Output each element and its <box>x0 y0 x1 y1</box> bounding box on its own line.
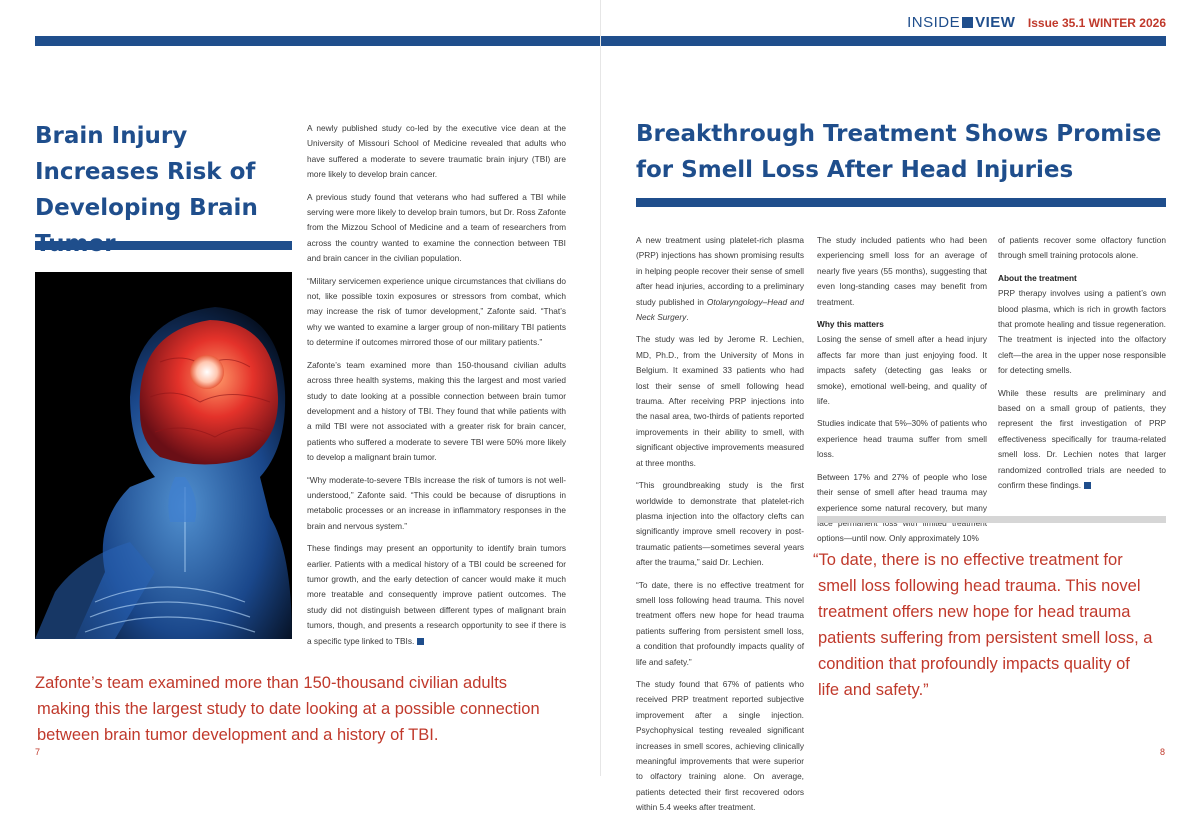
article-column-1 <box>636 233 804 823</box>
end-of-story-icon <box>1084 482 1091 489</box>
page-number: 8 <box>1160 747 1166 757</box>
pull-quote-line: condition that profoundly impacts quality of <box>818 655 1130 673</box>
body-paragraph: “Military servicemen experience unique circumstances that civilians do not, like possible toxin exposures or stressors from combat, which may increase the risk of tumor development,” Zafonte said. “That’s why we wanted to examine a larger group of non-military TBI patients to determine if outcomes mirrored those of our military patients.” <box>307 275 566 348</box>
subheading-about-the-treatment: About the treatment <box>998 272 1077 283</box>
body-paragraph <box>636 233 804 325</box>
title-rule <box>35 241 292 250</box>
pull-quote-rule <box>817 516 1166 523</box>
masthead-brand-inside: INSIDE <box>907 14 961 31</box>
pull-quote-lechien <box>813 547 1173 703</box>
masthead-square-icon <box>962 17 973 28</box>
pull-quote-line: treatment offers new hope for head trauma <box>818 603 1131 621</box>
body-paragraph: The study found that 67% of patients who received PRP treatment reported subjective improvement after a single injection. Psychophysical testing revealed significant increases in smell scores, achieving clinically meaningful improvements that were superior to olfactory training alone. On average, patients detected their first recovered odors within 5.4 weeks after treatment. <box>636 678 804 813</box>
right-page <box>600 0 1201 813</box>
title-rule <box>636 198 1166 207</box>
body-paragraph: Zafonte’s team examined more than 150-thousand civilian adults across three health systems, making this the largest and most varied study to date looking at a possible connection between brain tumor development and a history of TBI. They found that while patients with a mild TBI were not associated with a greater risk for brain cancer, patients who suffered a moderate to severe TBI were 50% more likely to develop a malignant brain tumor. <box>307 359 566 463</box>
top-color-bar <box>601 36 1166 46</box>
tumor-highlight <box>190 355 224 389</box>
body-paragraph: “To date, there is no effective treatment for smell loss following head trauma. This novel treatment offers new hope for head trauma patients suffering from persistent smell loss, a condition that profoundly impacts quality of life and safety.” <box>636 579 804 667</box>
pull-quote-line: Zafonte’s team examined more than 150-thousand civilian adults <box>35 674 508 692</box>
body-paragraph: PRP therapy involves using a patient’s own blood plasma, which is rich in growth factors that promote healing and tissue regeneration. The treatment is injected into the olfactory cleft—the area in the upper nose responsible for detecting smells. <box>998 288 1166 376</box>
body-paragraph: Losing the sense of smell after a head injury affects far more than just enjoying food. It impacts safety (detecting gas leaks or smoke), emotional well-being, and quality of life. <box>817 334 987 407</box>
body-paragraph: “Why moderate-to-severe TBIs increase the risk of tumors is not well-understood,” Zafonte said. “This could be because of disruptions in metabolic processes or an increase in inflammatory responses in the brain and nervous system.” <box>307 474 566 531</box>
body-text: While these results are preliminary and based on a small group of patients, they represent the first investigation of PRP effectiveness specifically for trauma-related smell loss. Dr. Lechien notes that larger randomized controlled trials are needed to confirm these findings. <box>998 387 1166 491</box>
body-text: . <box>686 312 689 323</box>
pull-quote-line: between brain tumor development and a history of TBI. <box>37 726 439 744</box>
article-title-brain-injury: Brain Injury Increases Risk of Developing Brain <box>35 123 258 221</box>
body-paragraph: Between 17% and 27% of people who lose their sense of smell after head trauma may experience some natural recovery, but many options—until now. Only approximately 10% <box>817 471 987 544</box>
body-paragraph: The study was led by Jerome R. Lechien, MD, Ph.D., from the University of Mons in Belgium. It examined 33 patients who had lost their sense of smell following head trauma. After receiving PRP injections into the nasal area, two-thirds of patients reported improvements in their ability to smell, with significant objective improvements measured at three months. <box>636 334 804 468</box>
brain-xray-graphic <box>35 272 292 639</box>
brain-tumor-illustration <box>35 272 292 639</box>
body-paragraph: A previous study found that veterans who had suffered a TBI while serving were more likely to develop brain tumors, but Dr. Ross Zafonte from the Mizzou School of Medicine and a team of researchers from across the country wanted to examine the connection between TBI and brain cancer in the civilian population. <box>307 191 566 264</box>
body-text: A new treatment using platelet-rich plasma (PRP) injections has shown promising results in helping people recover their sense of smell after head injuries, according to a preliminary study published in <box>636 235 804 307</box>
body-paragraph: of patients recover some olfactory function through smell training protocols alone. <box>998 235 1166 261</box>
body-paragraph: A newly published study co-led by the executive vice dean at the University of Missouri School of Medicine revealed that adults who have suffered a moderate to severe traumatic brain injury (TBI) are more likely to develop brain cancer. <box>307 123 566 180</box>
article-body-brain-injury <box>307 121 566 656</box>
article-column-3 <box>998 233 1166 501</box>
masthead <box>907 14 1166 32</box>
end-of-story-icon <box>417 638 424 645</box>
journal-name: Otolaryngology–Head and Neck Surgery <box>636 296 804 323</box>
masthead-brand-view: VIEW <box>975 14 1016 31</box>
left-page <box>0 0 600 776</box>
issue-label: Issue 35.1 WINTER 2026 <box>1027 16 1166 30</box>
article-title-smell-loss: Breakthrough Treatment Shows Promise for Smell Loss After Head Injuries <box>636 121 1162 183</box>
body-paragraph-last <box>998 386 1166 494</box>
body-paragraph-text: These findings may present an opportunity to identify brain tumors earlier. Patients with a medical history of a TBI could be screened for tumor growth, and the early detection of cancer would make it much more treatable and consequently improve patient outcomes. The study did not distinguish between different types of malignant brain tumors, though, and presents a research opportunity to see if there is a specific type linked to TBIs. <box>307 543 566 646</box>
top-color-bar <box>35 36 600 46</box>
subheading-why-this-matters: Why this matters <box>817 319 884 330</box>
pull-quote-line: patients suffering from persistent smell loss, a <box>818 629 1153 647</box>
body-paragraph: Studies indicate that 5%–30% of patients who experience head trauma suffer from smell loss. <box>817 418 987 460</box>
body-paragraph-last <box>307 541 566 649</box>
article-column-2 <box>817 233 987 554</box>
body-paragraph: The study included patients who had been experiencing smell loss for an average of nearly five years (55 months), suggesting that even long-standing cases may benefit from treatment. <box>817 235 987 307</box>
page-number: 7 <box>35 747 41 757</box>
body-paragraph: “This groundbreaking study is the first worldwide to demonstrate that platelet-rich plasma injection into the olfactory clefts can significantly improve smell recovery in post-traumatic patients—sometimes several years after the trauma,” said Dr. Lechien. <box>636 480 804 568</box>
pull-quote-line: smell loss following head trauma. This novel <box>818 577 1141 595</box>
pull-quote-line: “To date, there is no effective treatment for <box>813 551 1123 569</box>
pull-quote-line: life and safety.” <box>818 681 929 699</box>
pull-quote-line: making this the largest study to date looking at a possible connection <box>37 700 540 718</box>
pull-quote-zafonte <box>35 670 565 748</box>
